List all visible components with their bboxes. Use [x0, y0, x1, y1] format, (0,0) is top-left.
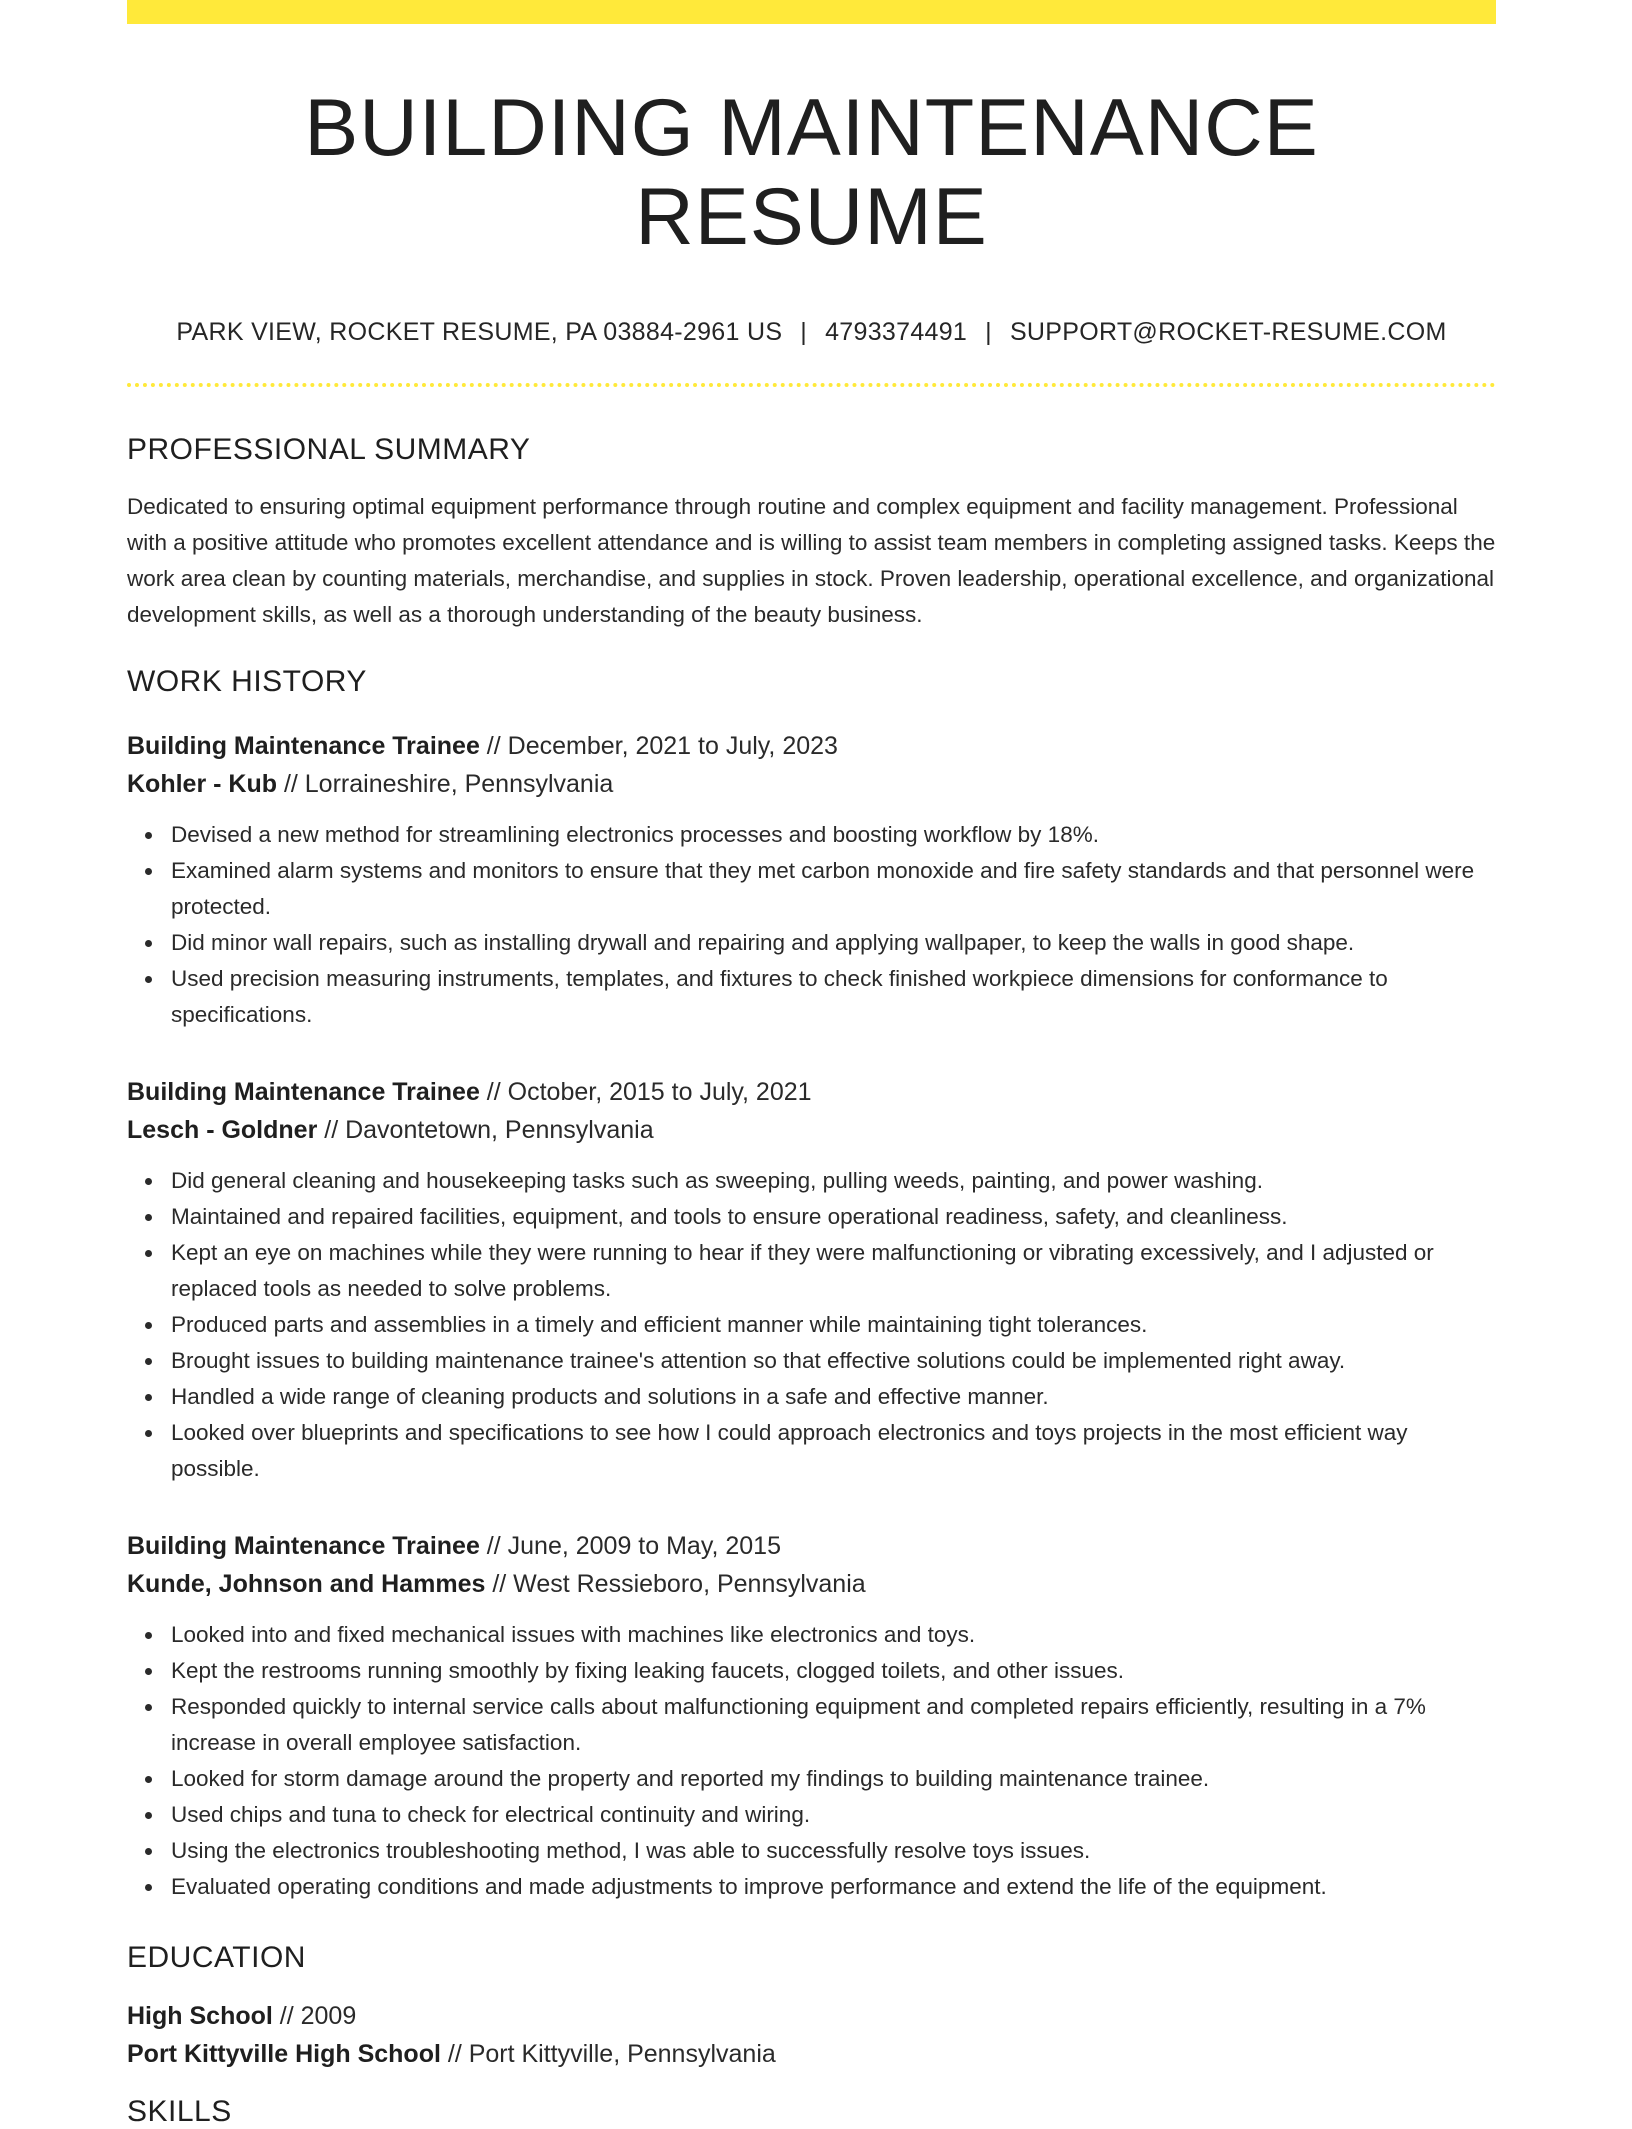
- job-location: // Lorraineshire, Pennsylvania: [277, 770, 614, 799]
- job-duties-list: [127, 1617, 1496, 1905]
- job-entry: [127, 727, 1496, 1033]
- duty-item: Used precision measuring instruments, templates, and fixtures to check finished workpiece dimensions for conformance to specifications.: [171, 961, 1496, 1033]
- duty-item: Brought issues to building maintenance trainee's attention so that effective solutions could be implemented right away.: [171, 1343, 1496, 1379]
- job-company: Kohler - Kub: [127, 770, 277, 799]
- job-duties-list: [127, 1163, 1496, 1487]
- duty-item: Handled a wide range of cleaning products and solutions in a safe and effective manner.: [171, 1379, 1496, 1415]
- duty-item: Using the electronics troubleshooting method, I was able to successfully resolve toys issues.: [171, 1833, 1496, 1869]
- education-location: // Port Kittyville, Pennsylvania: [440, 2040, 776, 2069]
- duty-item: Used chips and tuna to check for electrical continuity and wiring.: [171, 1797, 1496, 1833]
- skills-heading: SKILLS: [127, 2095, 232, 2129]
- work-history-heading: WORK HISTORY: [127, 665, 367, 699]
- job-entry: [127, 1073, 1496, 1487]
- education-heading: EDUCATION: [127, 1941, 306, 1975]
- contact-separator: |: [985, 318, 992, 347]
- education-entry: [127, 1997, 1496, 2073]
- job-dates: // June, 2009 to May, 2015: [479, 1532, 781, 1561]
- duty-item: Responded quickly to internal service calls about malfunctioning equipment and completed repairs efficiently, resulting in a 7% increase in overall employee satisfaction.: [171, 1689, 1496, 1761]
- duty-item: Produced parts and assemblies in a timely and efficient manner while maintaining tight tolerances.: [171, 1307, 1496, 1343]
- contact-email: SUPPORT@ROCKET-RESUME.COM: [1009, 318, 1447, 347]
- job-location: // West Ressieboro, Pennsylvania: [485, 1570, 866, 1599]
- job-company-line: [127, 765, 1496, 803]
- job-title-line: [127, 1527, 1496, 1565]
- duty-item: Did general cleaning and housekeeping tasks such as sweeping, pulling weeds, painting, and power washing.: [171, 1163, 1496, 1199]
- job-entry: [127, 1527, 1496, 1905]
- education-degree: High School: [127, 2002, 273, 2031]
- job-title: Building Maintenance Trainee: [127, 1078, 480, 1107]
- contact-address: PARK VIEW, ROCKET RESUME, PA 03884-2961 US: [176, 318, 783, 347]
- job-title: Building Maintenance Trainee: [127, 1532, 480, 1561]
- accent-top-bar: [127, 0, 1496, 24]
- job-dates: // December, 2021 to July, 2023: [479, 732, 838, 761]
- job-company: Kunde, Johnson and Hammes: [127, 1570, 486, 1599]
- duty-item: Looked over blueprints and specifications to see how I could approach electronics and toys projects in the most efficient way possible.: [171, 1415, 1496, 1487]
- job-title: Building Maintenance Trainee: [127, 732, 480, 761]
- duty-item: Looked for storm damage around the property and reported my findings to building maintenance trainee.: [171, 1761, 1496, 1797]
- contact-phone: 4793374491: [825, 318, 968, 347]
- education-degree-line: [127, 1997, 1496, 2035]
- job-location: // Davontetown, Pennsylvania: [317, 1116, 654, 1145]
- duty-item: Did minor wall repairs, such as installing drywall and repairing and applying wallpaper, to keep the walls in good shape.: [171, 925, 1496, 961]
- education-school-line: [127, 2035, 1496, 2073]
- duty-item: Examined alarm systems and monitors to ensure that they met carbon monoxide and fire safety standards and that personnel were protected.: [171, 853, 1496, 925]
- duty-item: Kept the restrooms running smoothly by fixing leaking faucets, clogged toilets, and other issues.: [171, 1653, 1496, 1689]
- resume-title: BUILDING MAINTENANCE RESUME: [304, 83, 1319, 263]
- job-title-line: [127, 1073, 1496, 1111]
- duty-item: Maintained and repaired facilities, equipment, and tools to ensure operational readiness, safety, and cleanliness.: [171, 1199, 1496, 1235]
- summary-heading: PROFESSIONAL SUMMARY: [127, 433, 531, 467]
- duty-item: Devised a new method for streamlining electronics processes and boosting workflow by 18%.: [171, 817, 1496, 853]
- job-company: Lesch - Goldner: [127, 1116, 318, 1145]
- job-company-line: [127, 1565, 1496, 1603]
- contact-line: [127, 318, 1496, 347]
- duty-item: Kept an eye on machines while they were running to hear if they were malfunctioning or vibrating excessively, and I adjusted or replaced tools as needed to solve problems.: [171, 1235, 1496, 1307]
- education-year: // 2009: [272, 2002, 357, 2031]
- job-title-line: [127, 727, 1496, 765]
- summary-text: Dedicated to ensuring optimal equipment performance through routine and complex equipment and facility management. Professional with a positive attitude who promotes excellent attendance and is willing to assist team members in completing assigned tasks. Keeps the work area clean by counting materials, merchandise, and supplies in stock. Proven leadership, operational excellence, and organizational development skills, as well as a thorough understanding of the beauty business.: [127, 494, 1496, 628]
- duty-item: Evaluated operating conditions and made adjustments to improve performance and extend the life of the equipment.: [171, 1869, 1496, 1905]
- contact-separator: |: [800, 318, 808, 347]
- job-duties-list: [127, 817, 1496, 1033]
- education-school: Port Kittyville High School: [127, 2040, 441, 2069]
- job-company-line: [127, 1111, 1496, 1149]
- resume-page: [127, 0, 1496, 2129]
- duty-item: Looked into and fixed mechanical issues with machines like electronics and toys.: [171, 1617, 1496, 1653]
- dotted-divider: [127, 383, 1496, 387]
- job-dates: // October, 2015 to July, 2021: [479, 1078, 812, 1107]
